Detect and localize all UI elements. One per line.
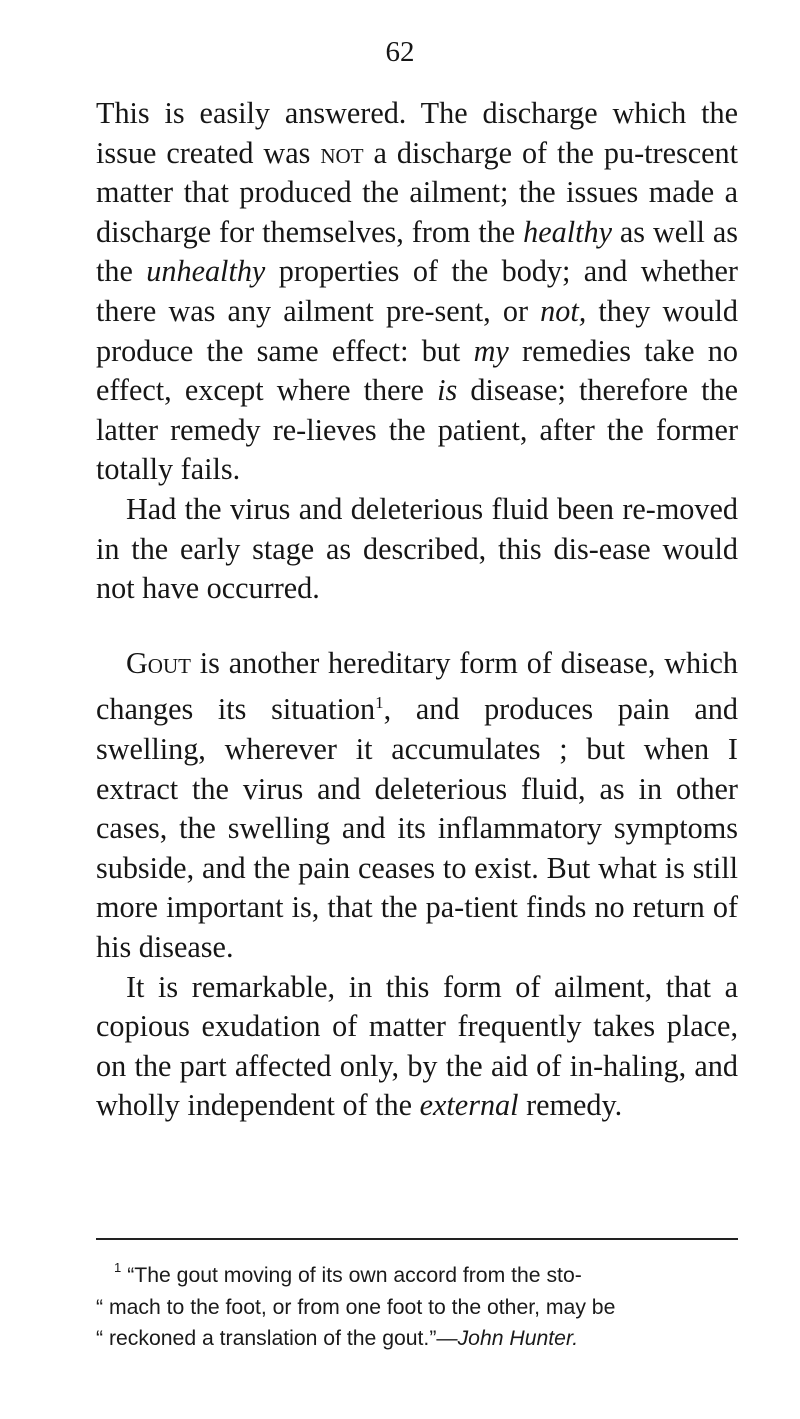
italic-my: my <box>473 333 509 368</box>
footnote-rule <box>96 1238 738 1240</box>
paragraph-exudation: It is remarkable, in this form of ailment, that a copious exudation of matter frequently takes place, on the part affected only, by the aid of in-haling, and wholly independent of the external remedy. <box>96 969 738 1123</box>
footnote-marker: 1 <box>114 1260 122 1275</box>
italic-healthy: healthy <box>523 214 612 249</box>
small-caps-gout: Gout <box>126 645 191 680</box>
italic-external: external <box>419 1088 519 1123</box>
paragraph-gout: Gout is another hereditary form of disease, which changes its situation$^1$, and produces pain and swelling, wherever it accumulates ; but when I extract the virus and deleterious fluid, as in other cases, the swelling and its inflammatory symptoms subside, and the pain ceases to exist. But what is still more important is, that the pa-tient finds no return of his disease. <box>96 645 738 964</box>
italic-not: not, <box>540 293 587 328</box>
italic-is: is <box>437 373 458 408</box>
paragraph-virus-removed: Had the virus and deleterious fluid been re-moved in the early stage as described, this dis-ease would not have occurred. <box>96 491 738 606</box>
footnote-line-3: “ reckoned a translation of the gout.”—John Hunter. <box>96 1327 579 1350</box>
page-number: 62 <box>385 36 415 68</box>
paragraph-discharge: This is easily answered. The discharge which the issue created was not a discharge of the pu-trescent matter that produced the ailment; the issues made a discharge for themselves, from the healthy as well as the unhealthy properties of the body; and whether there was any ailment pre-sent, or not, they would produce the same effect: but my remedies take no effect, except where there is disease; therefore the latter remedy re-lieves the patient, after the former totally fails. <box>96 96 739 487</box>
footnote-line-2: “ mach to the foot, or from one foot to the other, may be <box>96 1295 616 1319</box>
footnote <box>96 1252 741 1355</box>
footnote-author: John Hunter. <box>457 1327 579 1350</box>
italic-unhealthy: unhealthy <box>146 254 266 289</box>
footnote-reference: 1 <box>375 693 384 713</box>
body-text <box>96 94 738 1126</box>
small-caps-not: not <box>320 135 364 170</box>
footnote-line-1: $^1$ “The gout moving of its own accord from the sto- <box>114 1260 582 1287</box>
